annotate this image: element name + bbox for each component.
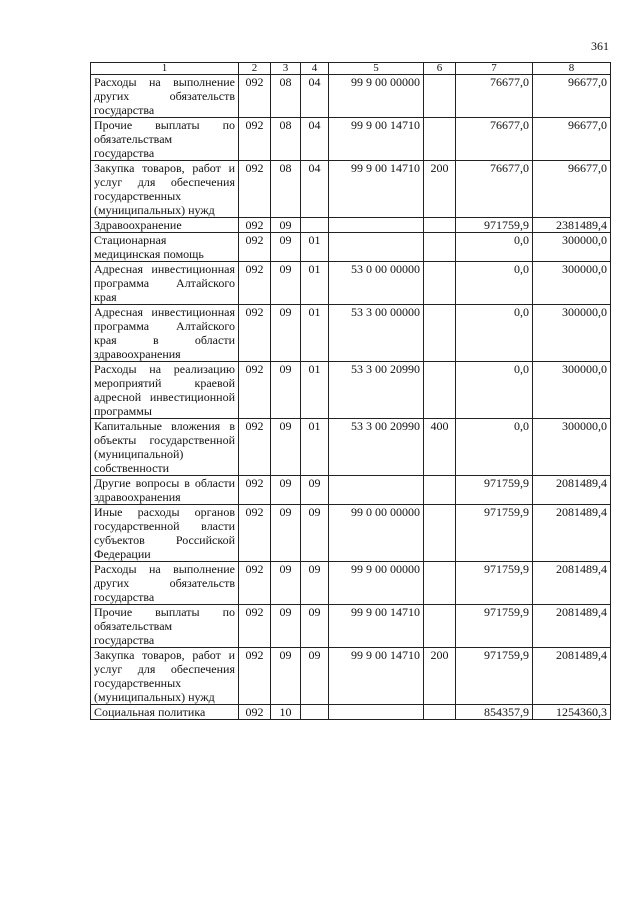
amount-col-7: 0,0 [456,362,533,419]
ministry-code: 092 [239,419,271,476]
section-code: 08 [271,161,301,218]
amount-col-7: 971759,9 [456,562,533,605]
column-header-4: 4 [301,63,329,75]
expense-type-code [424,605,456,648]
expense-type-code: 200 [424,648,456,705]
amount-col-8: 2381489,4 [533,218,611,233]
table-row [91,362,611,419]
section-code: 09 [271,562,301,605]
subsection-code: 09 [301,605,329,648]
expense-type-code: 400 [424,419,456,476]
amount-col-7: 76677,0 [456,118,533,161]
column-header-1: 1 [91,63,239,75]
expense-type-code [424,75,456,118]
row-name: Капитальные вложения в объекты государственной (муниципальной) собственности [91,419,239,476]
ministry-code: 092 [239,305,271,362]
target-article-code: 53 3 00 20990 [329,419,424,476]
amount-col-8: 96677,0 [533,75,611,118]
expense-type-code: 200 [424,161,456,218]
amount-col-8: 300000,0 [533,305,611,362]
section-code: 08 [271,75,301,118]
target-article-code: 99 9 00 14710 [329,161,424,218]
row-name: Расходы на выполнение других обязательств государства [91,562,239,605]
section-code: 09 [271,605,301,648]
ministry-code: 092 [239,648,271,705]
expense-type-code [424,562,456,605]
expense-type-code [424,705,456,720]
ministry-code: 092 [239,118,271,161]
table-row [91,218,611,233]
amount-col-7: 0,0 [456,233,533,262]
subsection-code [301,705,329,720]
ministry-code: 092 [239,161,271,218]
amount-col-7: 971759,9 [456,218,533,233]
subsection-code: 01 [301,305,329,362]
amount-col-8: 1254360,3 [533,705,611,720]
section-code: 08 [271,118,301,161]
subsection-code: 04 [301,75,329,118]
amount-col-7: 971759,9 [456,505,533,562]
table-row [91,161,611,218]
expense-type-code [424,476,456,505]
section-code: 09 [271,305,301,362]
amount-col-8: 300000,0 [533,362,611,419]
table-row [91,562,611,605]
subsection-code: 01 [301,233,329,262]
subsection-code: 04 [301,118,329,161]
row-name: Социальная политика [91,705,239,720]
row-name: Адресная инвестиционная программа Алтайского края [91,262,239,305]
column-header-7: 7 [456,63,533,75]
row-name: Закупка товаров, работ и услуг для обеспечения государственных (муниципальных) нужд [91,648,239,705]
ministry-code: 092 [239,262,271,305]
ministry-code: 092 [239,75,271,118]
table-row [91,75,611,118]
row-name: Прочие выплаты по обязательствам государства [91,605,239,648]
amount-col-7: 971759,9 [456,605,533,648]
target-article-code: 53 3 00 00000 [329,305,424,362]
row-name: Расходы на реализацию мероприятий краевой адресной инвестиционной программы [91,362,239,419]
column-header-3: 3 [271,63,301,75]
amount-col-7: 971759,9 [456,476,533,505]
subsection-code: 09 [301,562,329,605]
target-article-code: 99 9 00 00000 [329,562,424,605]
expense-type-code [424,505,456,562]
expense-type-code [424,362,456,419]
table-row [91,305,611,362]
row-name: Закупка товаров, работ и услуг для обеспечения государственных (муниципальных) нужд [91,161,239,218]
target-article-code: 99 9 00 14710 [329,118,424,161]
ministry-code: 092 [239,233,271,262]
column-header-8: 8 [533,63,611,75]
amount-col-7: 0,0 [456,305,533,362]
amount-col-8: 2081489,4 [533,562,611,605]
section-code: 09 [271,419,301,476]
expense-type-code [424,218,456,233]
target-article-code: 99 0 00 00000 [329,505,424,562]
amount-col-8: 300000,0 [533,419,611,476]
ministry-code: 092 [239,605,271,648]
subsection-code: 01 [301,362,329,419]
table-row [91,705,611,720]
table-body [91,75,611,720]
row-name: Стационарная медицинская помощь [91,233,239,262]
section-code: 09 [271,648,301,705]
budget-table [90,62,611,720]
subsection-code: 01 [301,262,329,305]
row-name: Прочие выплаты по обязательствам государства [91,118,239,161]
table-row [91,118,611,161]
subsection-code: 09 [301,476,329,505]
ministry-code: 092 [239,705,271,720]
amount-col-8: 2081489,4 [533,605,611,648]
target-article-code [329,705,424,720]
ministry-code: 092 [239,218,271,233]
amount-col-8: 96677,0 [533,161,611,218]
table-row [91,648,611,705]
target-article-code: 99 9 00 14710 [329,605,424,648]
target-article-code [329,218,424,233]
column-header-2: 2 [239,63,271,75]
amount-col-8: 300000,0 [533,233,611,262]
target-article-code [329,233,424,262]
table-row [91,505,611,562]
expense-type-code [424,305,456,362]
section-code: 10 [271,705,301,720]
column-header-6: 6 [424,63,456,75]
table-row [91,605,611,648]
target-article-code: 99 9 00 14710 [329,648,424,705]
section-code: 09 [271,505,301,562]
ministry-code: 092 [239,476,271,505]
row-name: Адресная инвестиционная программа Алтайского края в области здравоохранения [91,305,239,362]
expense-type-code [424,118,456,161]
amount-col-7: 854357,9 [456,705,533,720]
table-row [91,476,611,505]
target-article-code: 53 3 00 20990 [329,362,424,419]
amount-col-7: 76677,0 [456,161,533,218]
ministry-code: 092 [239,562,271,605]
amount-col-8: 2081489,4 [533,476,611,505]
target-article-code [329,476,424,505]
table-header-row [91,63,611,75]
amount-col-7: 0,0 [456,262,533,305]
table-row [91,262,611,305]
section-code: 09 [271,476,301,505]
table-row [91,233,611,262]
section-code: 09 [271,262,301,305]
amount-col-7: 971759,9 [456,648,533,705]
expense-type-code [424,233,456,262]
amount-col-8: 2081489,4 [533,505,611,562]
subsection-code: 04 [301,161,329,218]
subsection-code [301,218,329,233]
ministry-code: 092 [239,362,271,419]
table-row [91,419,611,476]
row-name: Здравоохранение [91,218,239,233]
subsection-code: 09 [301,505,329,562]
amount-col-8: 300000,0 [533,262,611,305]
row-name: Иные расходы органов государственной власти субъектов Российской Федерации [91,505,239,562]
row-name: Расходы на выполнение других обязательств государства [91,75,239,118]
amount-col-8: 96677,0 [533,118,611,161]
section-code: 09 [271,362,301,419]
subsection-code: 01 [301,419,329,476]
amount-col-8: 2081489,4 [533,648,611,705]
row-name: Другие вопросы в области здравоохранения [91,476,239,505]
ministry-code: 092 [239,505,271,562]
target-article-code: 99 9 00 00000 [329,75,424,118]
section-code: 09 [271,218,301,233]
subsection-code: 09 [301,648,329,705]
section-code: 09 [271,233,301,262]
amount-col-7: 0,0 [456,419,533,476]
column-header-5: 5 [329,63,424,75]
target-article-code: 53 0 00 00000 [329,262,424,305]
expense-type-code [424,262,456,305]
amount-col-7: 76677,0 [456,75,533,118]
page-number: 361 [591,39,609,53]
